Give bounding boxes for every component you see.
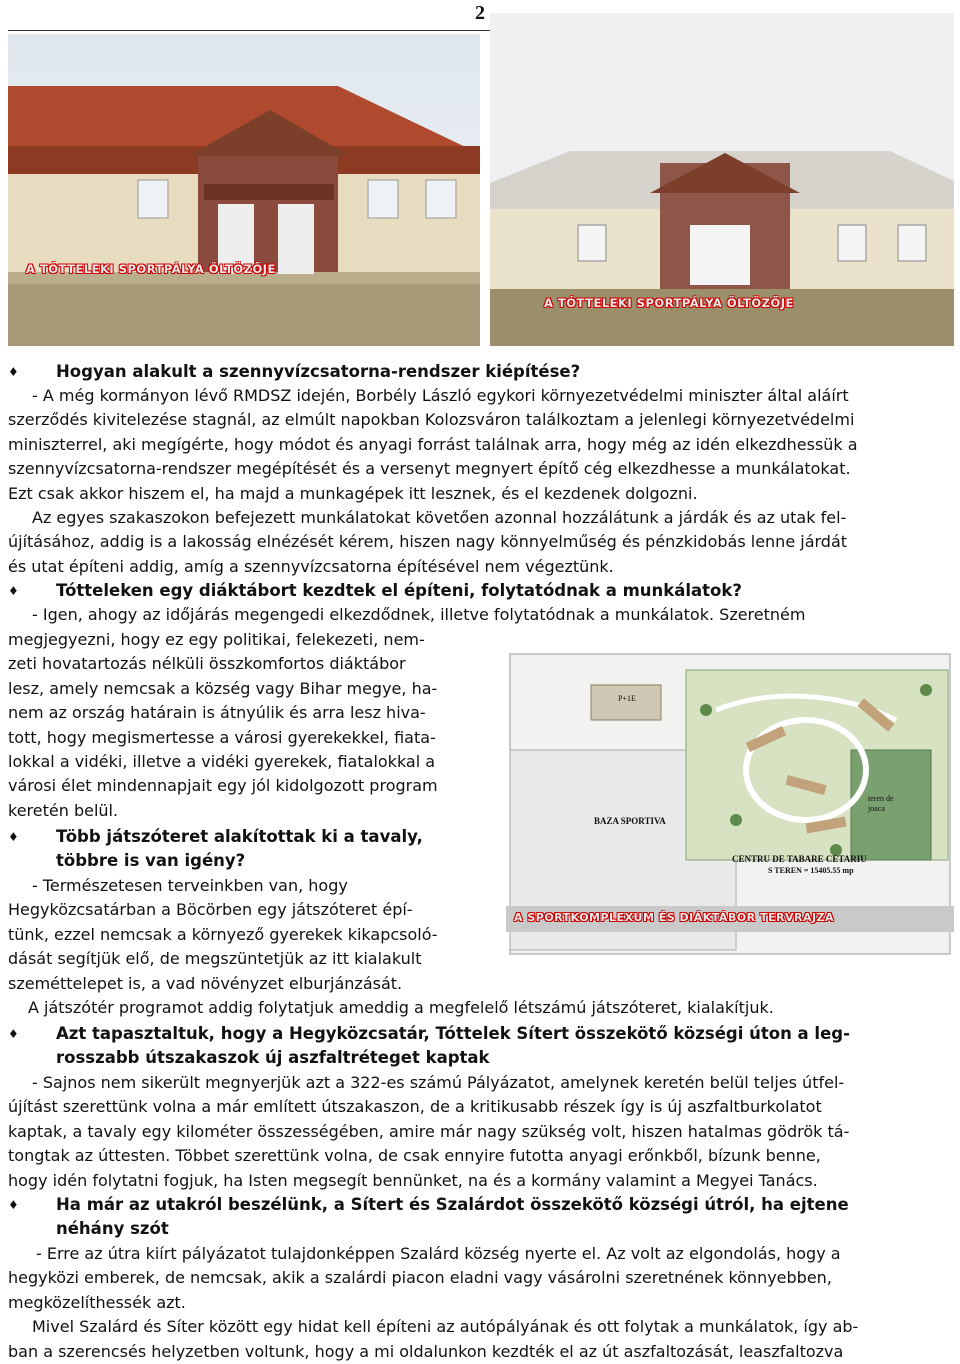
photo-caption-right: A TÓTTELEKI SPORTPÁLYA ÖLTÖZŐJE [544,296,794,310]
text-line: városi élet mindennapjait egy jól kidolgozott program [8,776,438,796]
text-line: nem az ország határain is átnyúlik és arra lesz hiva- [8,703,426,723]
text-line: szerződés kivitelezése stagnál, az elmúlt napokban Kolozsváron találkoztam a jelenlegi környezetvédelmi [8,410,855,430]
text-line: tünk, ezzel nemcsak a környező gyerekek kikapcsoló- [8,924,438,944]
text-line: kaptak, a tavaly egy kilométer összességében, amire már nagy szükség volt, hiszen hatalmas gödrök tá- [8,1121,850,1141]
text-line: - Igen, ahogy az időjárás megengedi elkezdődnek, illetve folytatódnak a munkálatok. Szeretném [32,605,806,624]
bullet-icon: ♦ [8,1198,19,1212]
heading-line: néhány szót [56,1219,169,1239]
answer-sewage [8,384,954,579]
text-line: lesz, amely nemcsak a község vagy Bihar megye, ha- [8,678,438,698]
text-line: megközelíthessék azt. [8,1292,186,1312]
text-line: Ezt csak akkor hiszem el, ha majd a munkagépek itt lesznek, és el kezdenek dolgozni. [8,483,698,503]
text-line: szennyvízcsatorna-rendszer megépítését és a versenyt megnyert építő cég elkezdhesse a munkálatokat. [8,459,851,479]
bullet-icon: ♦ [8,584,19,598]
heading-line: rosszabb útszakaszok új aszfaltréteget kaptak [56,1048,490,1068]
text-line: zeti hovatartozás nélküli összkomfortos diáktábor [8,654,406,674]
building-illustration-left [8,34,480,346]
text-line: újításához, addig is a lakosság elnézését kérem, hiszen nagy könnyelműség és pénzkidobás lenne járdát [8,532,848,552]
question-heading-playground [56,825,423,874]
text-line: keretén belül. [8,800,119,820]
text-line: és utat építeni addig, amíg a szennyvízcsatorna építésével nem végeztünk. [8,556,614,576]
text-line: megjegyezni, hogy ez egy politikai, felekezeti, nem- [8,630,425,649]
text-line: - A még kormányon lévő RMDSZ idején, Borbély László egykori környezetvédelmi miniszter által aláírt [32,386,849,405]
plan-label-area: S TEREN = 15405.55 mp [768,866,854,875]
answer-playground-end [8,996,954,1020]
plan-caption: A SPORTKOMPLEXUM ÉS DIÁKTÁBOR TERVRAJZA [514,911,835,924]
heading-line: Azt tapasztaltuk, hogy a Hegyközcsatár, Tóttelek Sítert összekötő községi úton a leg- [56,1024,850,1043]
text-line: ban a szerencsés helyzetben voltunk, hogy a mi oldalunkon kezdték el az út aszfaltozását, leaszfaltozva [8,1341,844,1361]
heading-line: Több játszóteret alakítottak ki a tavaly, [56,827,423,846]
plan-label-p1e: P+1E [618,694,636,703]
text-line: Mivel Szalárd és Síter között egy hidat kell építeni az autópályának és ott folytak a munkálatok, így ab- [32,1317,859,1337]
plan-label-baza: BAZA SPORTIVA [594,816,666,826]
text-line: dását segítjük elő, de megszüntetjük az itt kialakult [8,949,422,969]
text-line: tott, hogy megismertesse a városi gyerekekkel, fiata- [8,727,436,747]
text-line: újítást szerettünk volna a már említett útszakaszon, de a kritikusabb részek így is új aszfaltburkolatot [8,1097,822,1117]
photo-changing-room-right [490,13,954,346]
plan-label-centru: CENTRU DE TABARE CETARIU [732,854,867,864]
question-heading-road [56,1193,954,1242]
text-line: lokkal a vidéki, illetve a vidéki gyerekek, fiatalokkal a [8,752,436,772]
photo-caption-left: A TÓTTELEKI SPORTPÁLYA ÖLTÖZŐJE [26,262,276,276]
answer-camp-first [8,603,954,627]
text-line: tongtak az úttesten. Többet szerettünk volna, de csak ennyire futotta anyagi erőnkből, bízunk benne, [8,1146,821,1166]
text-line: Az egyes szakaszokon befejezett munkálatokat követően azonnal hozzálátunk a járdák és az utak fel- [32,508,847,528]
answer-road [8,1242,954,1364]
bullet-icon: ♦ [8,830,19,844]
text-line: Hegyközcsatárban a Böcörben egy játszóteret épí- [8,900,413,920]
question-heading-asphalt [56,1022,954,1071]
photo-changing-room-left [8,34,480,346]
answer-playground [8,874,486,996]
heading-line: többre is van igény? [56,851,246,871]
text-line: - Erre az útra kiírt pályázatot tulajdonképpen Szalárd község nyerte el. Az volt az elgondolás, hogy a [36,1244,841,1263]
text-line: - Természetesen terveinkben van, hogy [32,876,348,895]
plan-label-teren: teren de joaca [868,794,894,813]
answer-camp [8,628,486,823]
text-line: miniszterrel, aki megígérte, hogy módot és anyagi forrást találnak arra, hogy még az idén elkezdhessük a [8,434,858,454]
bullet-icon: ♦ [8,1027,19,1041]
text-line: A játszótér programot addig folytatjuk ameddig a megfelelő létszámú játszóteret, kialakítjuk. [28,998,774,1017]
question-heading-sewage: Hogyan alakult a szennyvízcsatorna-rendszer kiépítése? [56,362,581,381]
site-plan-image [506,650,954,968]
text-line: hogy idén folytatni fogjuk, ha Isten megsegít bennünket, na és a kormány valamint a Megyei Tanács. [8,1170,818,1190]
heading-line: Ha már az utakról beszélünk, a Sítert és Szalárdot összekötő községi útról, ha ejtene [56,1195,849,1214]
text-line: hegyközi emberek, de nemcsak, akik a szalárdi piacon eladni vagy vásárolni szeretnének könnyebben, [8,1268,832,1288]
text-line: szeméttelepet is, a vad növényzet elburjánzását. [8,973,403,993]
page-number: 2 [475,2,485,24]
text-line: - Sajnos nem sikerült megnyerjük azt a 322-es számú Pályázatot, amelynek keretén belül teljes útfel- [32,1073,845,1092]
bullet-icon: ♦ [8,365,19,379]
answer-asphalt [8,1071,954,1193]
question-heading-camp: Tótteleken egy diáktábort kezdtek el építeni, folytatódnak a munkálatok? [56,581,742,600]
